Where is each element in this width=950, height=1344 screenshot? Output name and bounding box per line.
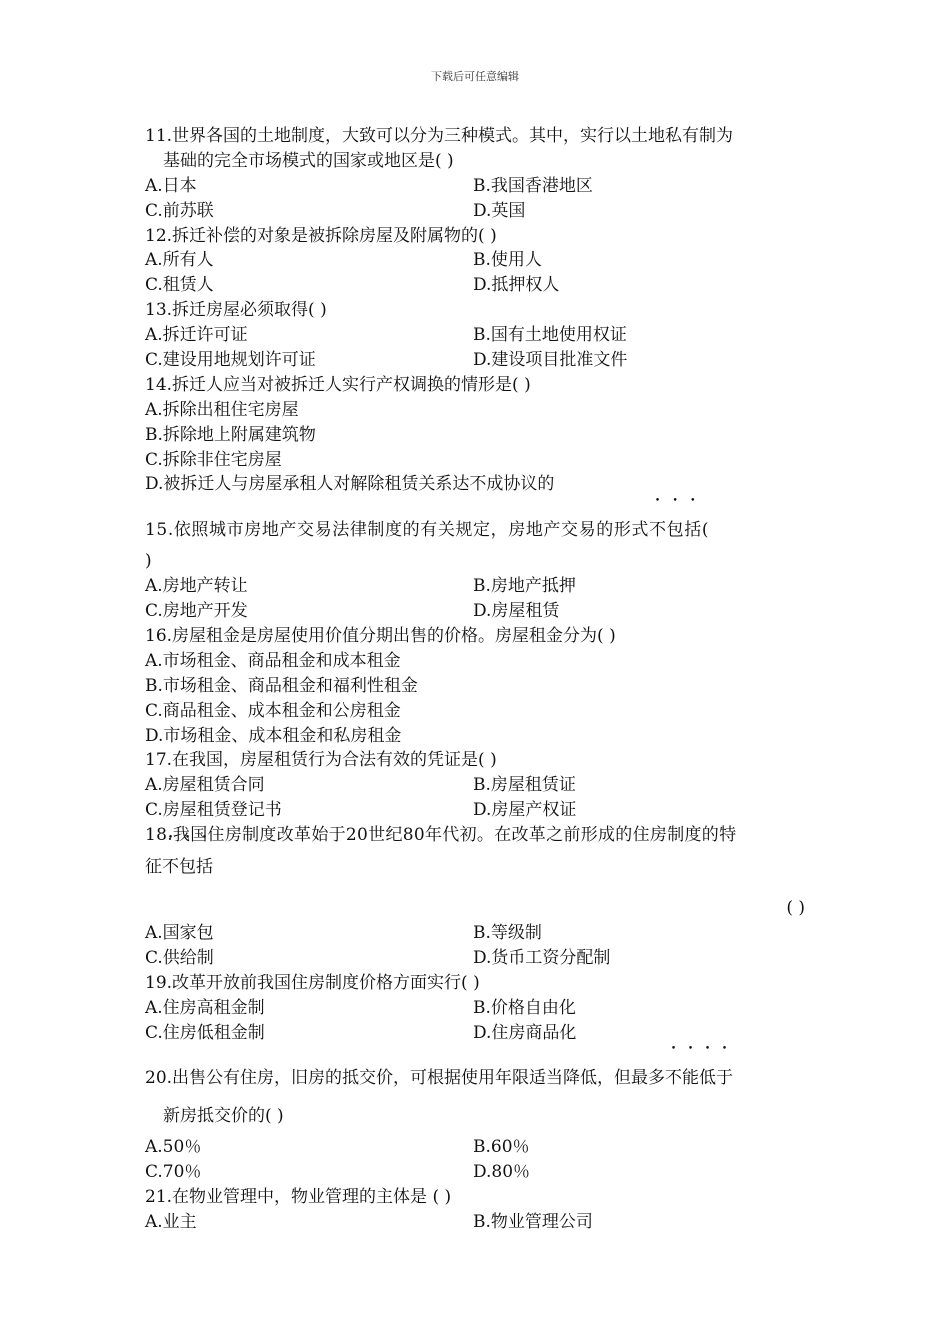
option-d: D.被拆迁人与房屋承租人对解除租赁关系达不成协议的 [145,474,555,495]
option-d: D.80％ [473,1162,531,1183]
option-a: A.国家包 [145,922,214,943]
stem-text: 20.出售公有住房，旧房的抵交价，可根据使用年限适当降低，但最多 [145,1068,666,1089]
option-c: C.供给制 [145,947,214,968]
question-11-stem: 11.世界各国的土地制度，大致可以分为三种模式。其中，实行以土地私有制为 [145,126,734,146]
question-17-options-row1 [145,773,810,798]
option-d: D.住房商品化 [473,1022,577,1043]
question-21-options-row1 [145,1210,810,1235]
option-d: D.房屋租赁 [473,601,560,622]
option-b: B.60％ [473,1137,530,1158]
option-b: B.等级制 [473,922,542,943]
emphasis-char: 低 [699,1068,717,1089]
option-b: B.物业管理公司 [473,1212,593,1233]
question-18-stem: 18.我国住房制度改革始于20世纪80年代初。在改革之前形成的住房制度的特 [145,825,737,846]
emphasis-char: 不 [665,1068,683,1089]
stem-text: ( [701,520,710,541]
option-a: A.房地产转让 [145,576,248,597]
question-20-stem [145,1059,810,1097]
question-20-stem-cont: 新房抵交价的( ) [163,1106,284,1127]
option-d: D.抵押权人 [473,275,560,296]
emphasis-char: 不 [649,520,667,541]
option-d: D.货币工资分配制 [473,947,611,968]
option-a: A.日本 [145,175,197,196]
question-15-stem-cont: ) [145,551,152,572]
question-19-stem: 19.改革开放前我国住房制度价格方面实行( ) [145,972,480,993]
question-11-options-row1 [145,174,810,199]
option-b: B.我国香港地区 [473,175,593,196]
question-15-options-row2 [145,599,810,624]
option-a: A.业主 [145,1212,197,1233]
question-18-options-row1 [145,921,810,946]
emphasis-char: 能 [682,1068,700,1089]
option-b: B.价格自由化 [473,997,576,1018]
question-12-options-row1 [145,248,810,273]
question-14-stem: 14.拆迁人应当对被拆迁人实行产权调换的情形是( ) [145,374,531,395]
option-a: A.50％ [145,1137,202,1158]
option-c: C.70％ [145,1162,202,1183]
option-c: C.住房低租金制 [145,1022,265,1043]
question-15-options-row1 [145,574,810,599]
question-15-stem [145,511,810,549]
option-a: A.房屋租赁合同 [145,775,265,796]
option-d: D.英国 [473,200,526,221]
option-c: C.建设用地规划许可证 [145,350,316,371]
option-d: D.房屋产权证 [473,800,577,821]
question-12-options-row2 [145,273,810,298]
option-b: B.国有土地使用权证 [473,325,627,346]
question-12-stem: 12.拆迁补偿的对象是被拆除房屋及附属物的( ) [145,225,497,246]
emphasis-char: 于 [716,1068,734,1089]
option-a: A.住房高租金制 [145,997,265,1018]
option-c: C.租赁人 [145,275,214,296]
emphasis-char: 不 [162,857,179,878]
question-19-options-row1 [145,996,810,1021]
question-20-options-row1 [145,1135,810,1160]
option-c: C.商品租金、成本租金和公房租金 [145,700,401,721]
emphasis-char: 括 [196,857,213,878]
question-21-stem: 21.在物业管理中，物业管理的主体是 ( ) [145,1187,452,1208]
question-18-options-row2 [145,946,810,971]
option-d: D.市场租金、成本租金和私房租金 [145,725,402,746]
option-b: B.市场租金、商品租金和福利性租金 [145,675,418,696]
option-a: A.所有人 [145,250,214,271]
question-13-stem: 13.拆迁房屋必须取得( ) [145,300,327,321]
stem-text: 征 [145,857,162,878]
question-17-stem: 17.在我国，房屋租赁行为合法有效的凭证是( ) [145,750,497,771]
option-c: C.房屋租赁登记书 [145,800,282,821]
question-19-options-row2 [145,1021,810,1046]
question-17-options-row2 [145,798,810,823]
option-c: C.前苏联 [145,200,214,221]
option-b: B.房屋租赁证 [473,775,576,796]
question-11-options-row2 [145,199,810,224]
emphasis-char: 包 [666,520,685,541]
page-header: 下载后可任意编辑 [431,70,519,83]
question-11-stem-cont: 基础的完全市场模式的国家或地区是( ) [163,150,454,171]
stem-text: 15.依照城市房地产交易法律制度的有关规定，房地产交易的形式 [145,520,650,541]
option-b: B.拆除地上附属建筑物 [145,424,316,445]
question-13-options-row2 [145,348,810,373]
option-d: D.建设项目批准文件 [473,350,628,371]
option-a: A.拆迁许可证 [145,325,248,346]
option-a: A.市场租金、商品租金和成本租金 [145,650,401,671]
question-13-options-row1 [145,323,810,348]
option-b: B.房地产抵押 [473,576,576,597]
question-18-stem-cont [145,848,810,886]
option-c: C.拆除非住宅房屋 [145,449,282,470]
option-a: A.拆除出租住宅房屋 [145,399,299,420]
option-b: B.使用人 [473,250,542,271]
option-c: C.房地产开发 [145,601,248,622]
answer-paren: ( ) [786,898,805,919]
emphasis-char: 括 [684,520,702,541]
question-16-stem: 16.房屋租金是房屋使用价值分期出售的价格。房屋租金分为( ) [145,626,616,647]
question-20-options-row2 [145,1160,810,1185]
question-list [145,124,810,1235]
emphasis-char: 包 [179,857,196,878]
